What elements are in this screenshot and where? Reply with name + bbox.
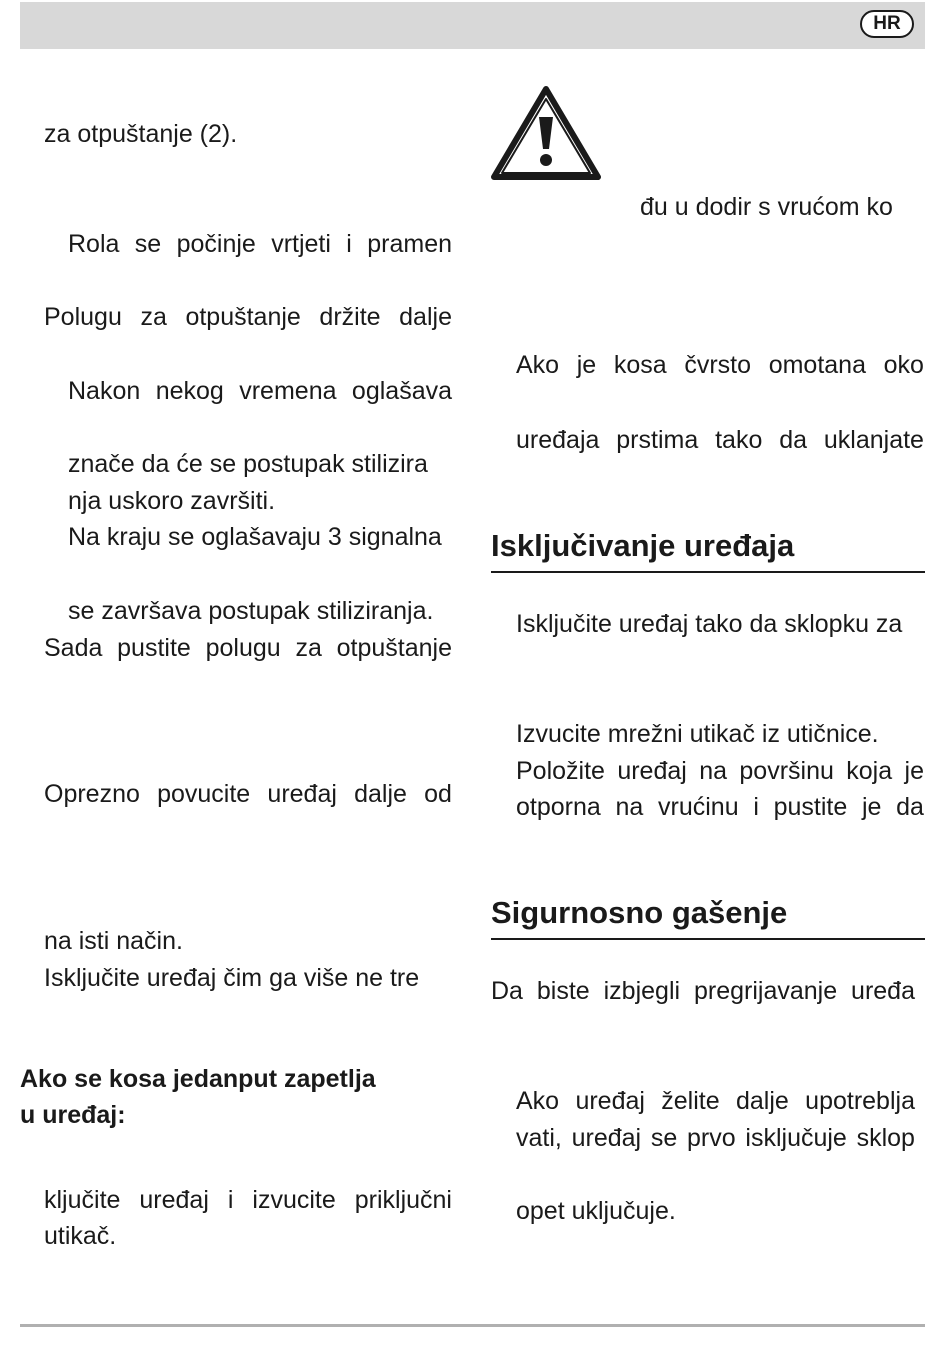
word: otpuštanje xyxy=(185,303,301,331)
word: čvrsto xyxy=(684,351,752,379)
word: Oprezno xyxy=(44,780,140,808)
word: Položite xyxy=(516,757,605,785)
word: površinu xyxy=(739,757,834,785)
text-line: utikač. xyxy=(44,1222,117,1250)
word: nekog xyxy=(155,377,224,405)
word: dalje xyxy=(399,303,452,331)
word: upotreblja xyxy=(805,1087,915,1115)
footer-rule xyxy=(20,1324,925,1327)
word: se xyxy=(650,1124,678,1152)
word: polugu xyxy=(205,634,281,662)
word: pustite xyxy=(773,793,848,821)
word: uređa xyxy=(851,977,915,1005)
word: da xyxy=(896,793,924,821)
word: je xyxy=(861,793,882,821)
text-line xyxy=(516,425,924,455)
word: izbjegli xyxy=(603,977,681,1005)
text-line: znače da će se postupak stilizira xyxy=(68,450,428,478)
word: se xyxy=(134,230,162,258)
word: dalje xyxy=(354,780,407,808)
text-line: na isti način. xyxy=(44,927,183,955)
section-heading: Sigurnosno gašenje xyxy=(491,895,788,930)
word: dalje xyxy=(736,1087,789,1115)
word: i xyxy=(346,230,352,258)
heading-rule xyxy=(491,571,925,573)
word: uređaj xyxy=(267,780,337,808)
text-line xyxy=(68,376,452,406)
word: vrtjeti xyxy=(271,230,331,258)
text-line xyxy=(44,1185,452,1215)
text-line xyxy=(68,229,452,259)
word: Da xyxy=(491,977,523,1005)
text-line: za otpuštanje (2). xyxy=(44,120,238,148)
text-line: se završava postupak stiliziranja. xyxy=(68,597,434,625)
text-line xyxy=(516,792,924,822)
word: za xyxy=(140,303,167,331)
word: vrućinu xyxy=(658,793,739,821)
word: isključuje xyxy=(745,1124,847,1152)
section-heading: Isključivanje uređaja xyxy=(491,528,795,563)
word: Ako xyxy=(516,351,560,379)
word: otpuštanje xyxy=(336,634,452,662)
text-line xyxy=(491,976,915,1006)
word: počinje xyxy=(176,230,256,258)
text-line xyxy=(44,779,452,809)
word: želite xyxy=(661,1087,720,1115)
word: pustite xyxy=(117,634,191,662)
word: pregrijavanje xyxy=(693,977,838,1005)
word: na xyxy=(699,757,728,785)
word: je xyxy=(904,757,924,785)
heading-rule xyxy=(491,938,925,940)
word: biste xyxy=(536,977,590,1005)
word: od xyxy=(424,780,452,808)
text-line xyxy=(516,756,924,786)
word: za xyxy=(295,634,322,662)
word: Nakon xyxy=(68,377,141,405)
word: ključite xyxy=(44,1186,121,1214)
word: koja xyxy=(846,757,893,785)
subheading: Ako se kosa jedanput zapetlja xyxy=(20,1065,376,1093)
word: Ako xyxy=(516,1087,560,1115)
text-line: Isključite uređaj čim ga više ne tre xyxy=(44,964,420,992)
text-line xyxy=(516,1123,915,1153)
word: uklanjate xyxy=(823,426,924,454)
word: na xyxy=(615,793,644,821)
word: je xyxy=(576,351,597,379)
word: prvo xyxy=(687,1124,736,1152)
word: povucite xyxy=(157,780,251,808)
word: držite xyxy=(319,303,381,331)
text-line: đu u dodir s vrućom ko xyxy=(640,193,893,221)
word: vati, xyxy=(516,1124,562,1152)
text-line: nja uskoro završiti. xyxy=(68,487,276,515)
word: i xyxy=(753,793,759,821)
word: Polugu xyxy=(44,303,122,331)
word: uređaj xyxy=(617,757,687,785)
word: i xyxy=(227,1186,234,1214)
word: oglašava xyxy=(351,377,452,405)
text-line xyxy=(516,1086,915,1116)
word: da xyxy=(779,426,808,454)
word: priključni xyxy=(354,1186,452,1214)
word: oko xyxy=(883,351,924,379)
word: sklop xyxy=(856,1124,915,1152)
word: izvucite xyxy=(252,1186,336,1214)
text-line xyxy=(44,633,452,663)
text-line: Isključite uređaj tako da sklopku za xyxy=(516,610,903,638)
word: omotana xyxy=(768,351,866,379)
word: uređaj xyxy=(139,1186,209,1214)
warning-triangle-icon xyxy=(490,85,602,181)
word: prstima xyxy=(616,426,699,454)
language-badge: HR xyxy=(860,10,914,38)
word: uređaj xyxy=(571,1124,642,1152)
word: Sada xyxy=(44,634,103,662)
text-line: opet uključuje. xyxy=(516,1197,676,1225)
header-bar xyxy=(20,2,925,49)
word: vremena xyxy=(239,377,337,405)
word: uređaja xyxy=(516,426,600,454)
subheading: u uređaj: xyxy=(20,1101,126,1129)
word: otporna xyxy=(516,793,601,821)
word: Rola xyxy=(68,230,120,258)
text-line xyxy=(516,350,924,380)
text-line: Izvucite mrežni utikač iz utičnice. xyxy=(516,720,879,748)
word: uređaj xyxy=(575,1087,645,1115)
word: tako xyxy=(715,426,763,454)
word: kosa xyxy=(613,351,667,379)
text-line: Na kraju se oglašavaju 3 signalna xyxy=(68,523,442,551)
word: pramen xyxy=(367,230,452,258)
text-line xyxy=(44,302,452,332)
